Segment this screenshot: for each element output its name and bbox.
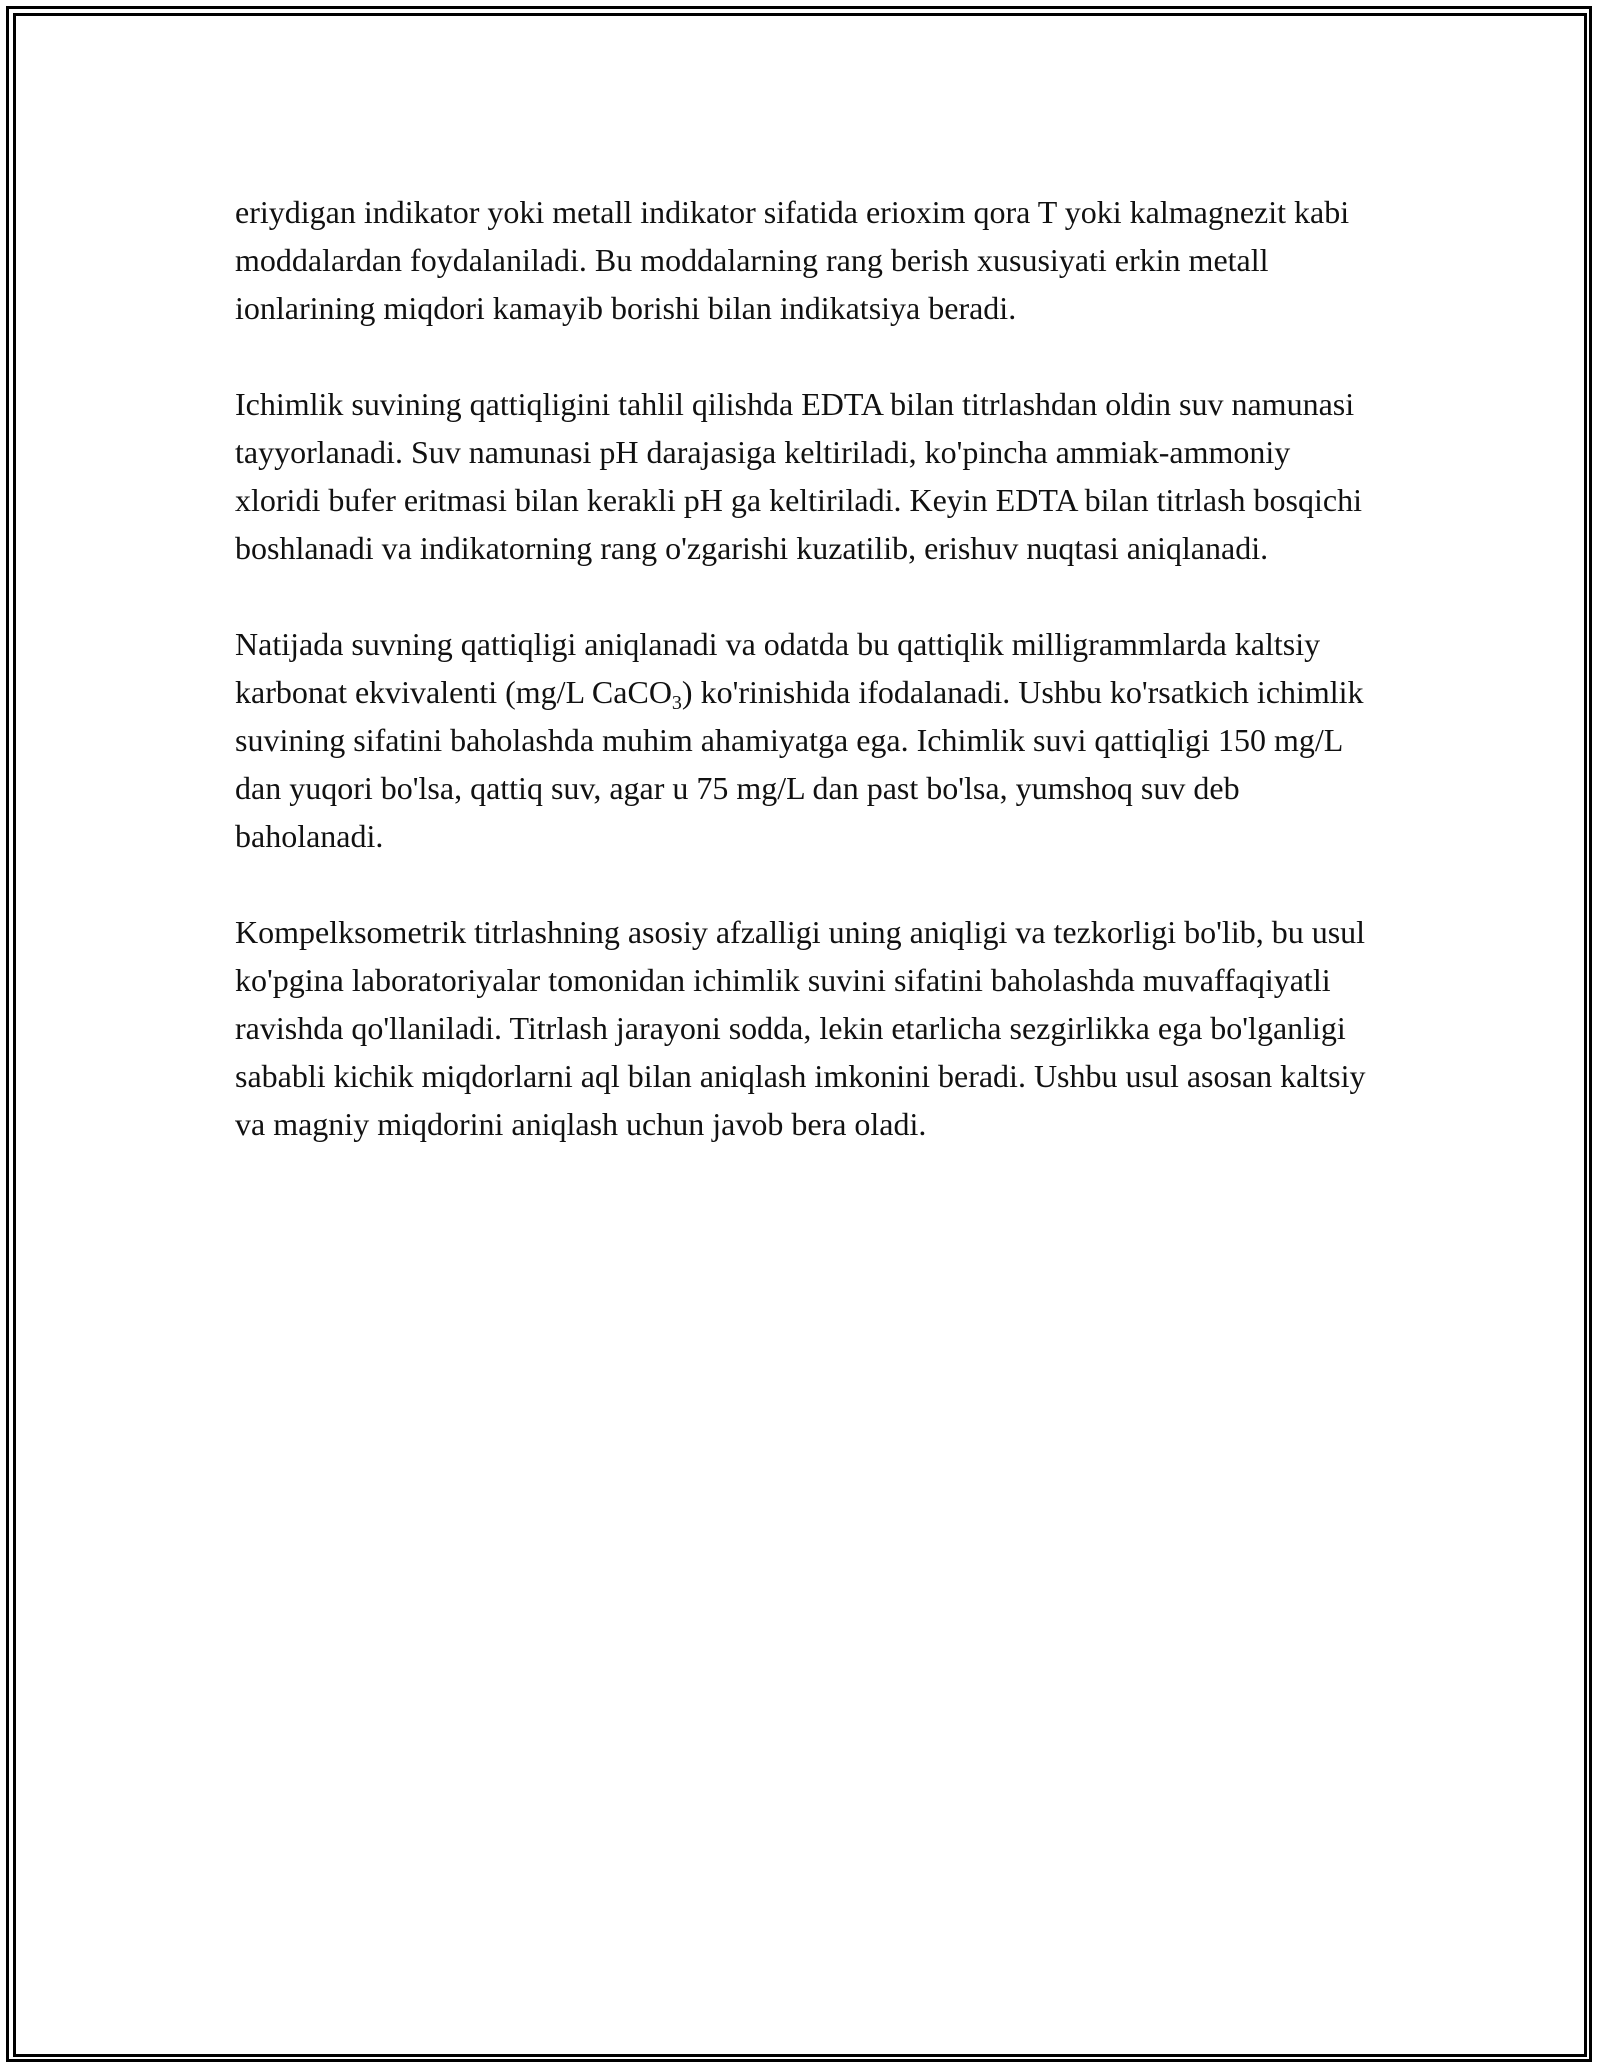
paragraph-hardness-text-after: ) ko'rinishida ifodalanadi. Ushbu ko'rsatkich ichimlik suvining sifatini baholashda muhim ahamiyatga ega. Ichimlik suvi qattiqligi 150 mg/L dan yuqori bo'lsa, qattiq suv, agar u 75 mg/L dan past bo'lsa, yumshoq suv deb baholanadi. <box>235 674 1364 854</box>
paragraph-hardness-result <box>235 620 1370 860</box>
paragraph-advantages: Kompelksometrik titrlashning asosiy afzalligi uning aniqligi va tezkorligi bo'lib, bu usul ko'pgina laboratoriyalar tomonidan ichimlik suvini sifatini baholashda muvaffaqiyatli ravishda qo'llaniladi. Titrlash jarayoni sodda, lekin etarlicha sezgirlikka ega bo'lganligi sababli kichik miqdorlarni aql bilan aniqlash imkonini beradi. Ushbu usul asosan kaltsiy va magniy miqdorini aniqlash uchun javob bera oladi. <box>235 914 1366 1142</box>
subscript-three: 3 <box>671 692 682 714</box>
paragraph-indicator: eriydigan indikator yoki metall indikator sifatida erioxim qora T yoki kalmagnezit kabi moddalardan foydalaniladi. Bu moddalarning rang berish xususiyati erkin metall ionlarining miqdori kamayib borishi bilan indikatsiya beradi. <box>235 194 1350 326</box>
paragraph-sample-preparation: Ichimlik suvining qattiqligini tahlil qilishda EDTA bilan titrlashdan oldin suv namunasi tayyorlanadi. Suv namunasi pH darajasiga keltiriladi, ko'pincha ammiak-ammoniy xloridi bufer eritmasi bilan kerakli pH ga keltiriladi. Keyin EDTA bilan titrlash bosqichi boshlanadi va indikatorning rang o'zgarishi kuzatilib, erishuv nuqtasi aniqlanadi. <box>235 386 1362 566</box>
document-body <box>235 188 1370 1196</box>
paragraph-hardness-text-before: Natijada suvning qattiqligi aniqlanadi va odatda bu qattiqlik milligrammlarda kaltsiy karbonat ekvivalenti (mg/L CaCO <box>235 626 1321 710</box>
